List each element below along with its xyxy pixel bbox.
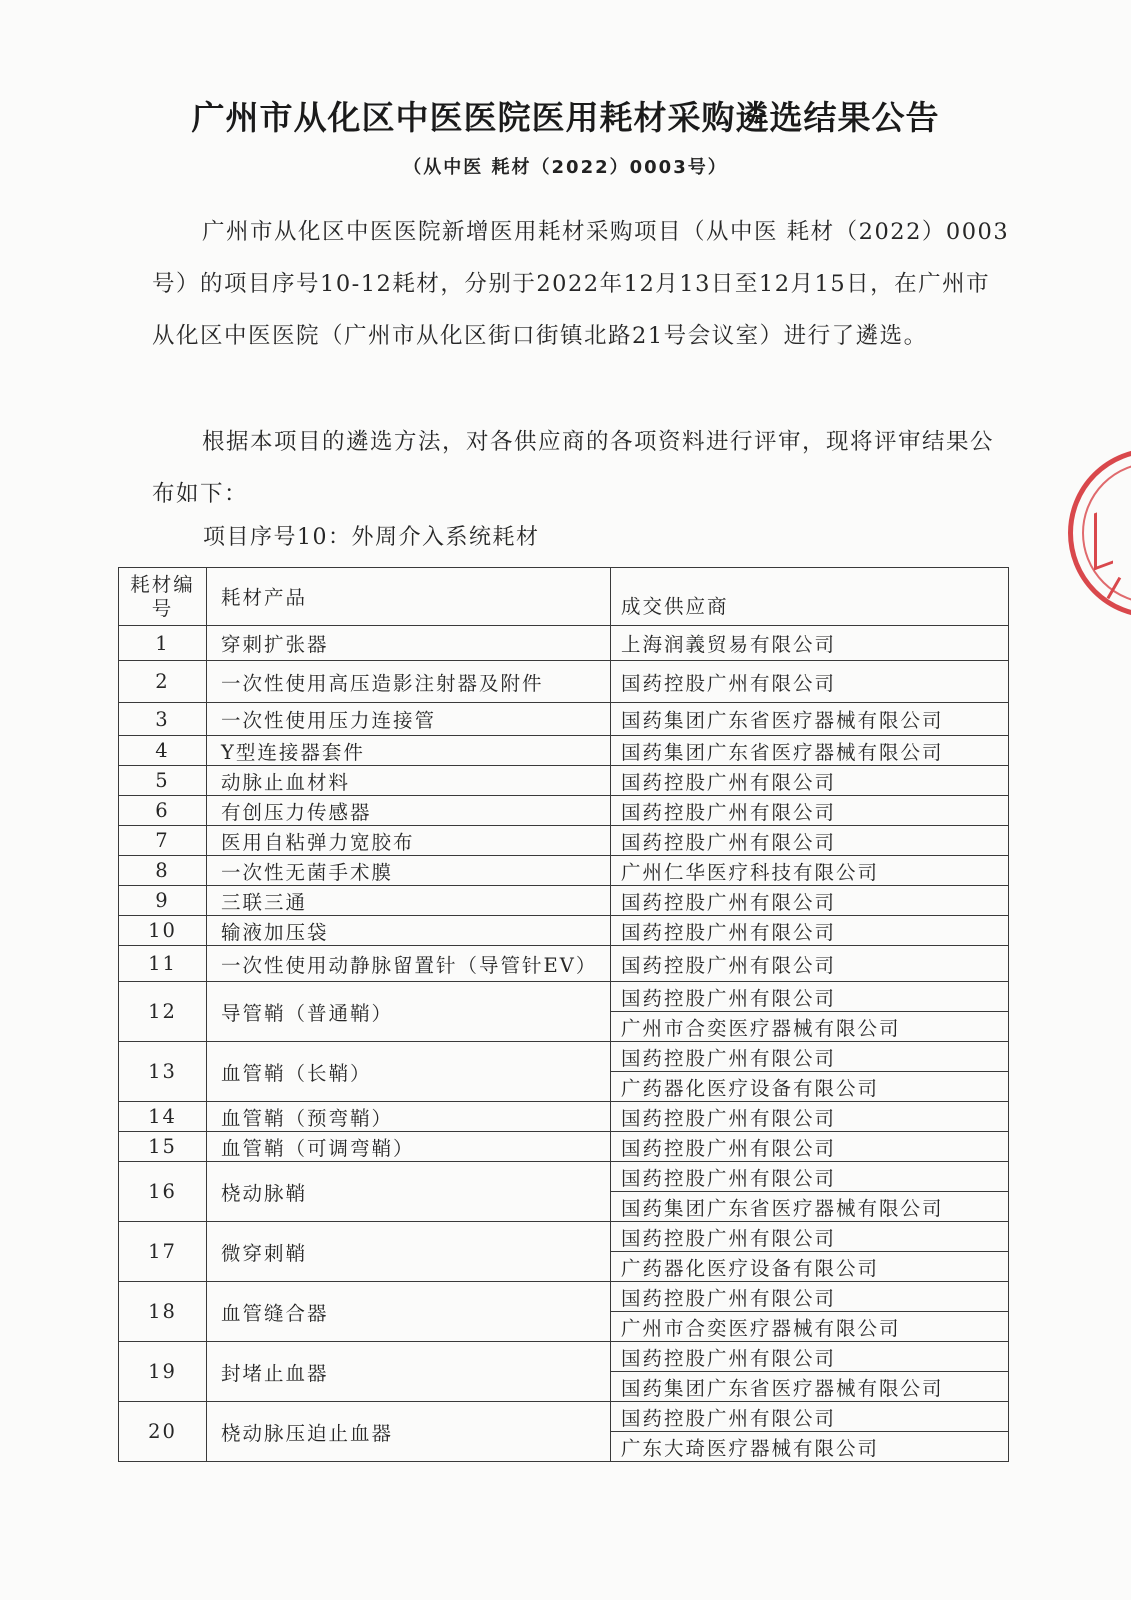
table-row: [119, 982, 1009, 1012]
item-product: 一次性无菌手术膜: [207, 856, 611, 886]
item-product: 动脉止血材料: [207, 766, 611, 796]
item-supplier: 国药控股广州有限公司: [611, 1162, 1009, 1192]
item-supplier: 国药控股广州有限公司: [611, 1042, 1009, 1072]
item-number: 5: [119, 766, 207, 796]
item-supplier: 广药器化医疗设备有限公司: [611, 1072, 1009, 1102]
item-supplier: 广州市合奕医疗器械有限公司: [611, 1012, 1009, 1042]
item-supplier: 国药控股广州有限公司: [611, 886, 1009, 916]
item-number: 18: [119, 1282, 207, 1342]
item-supplier: 广州仁华医疗科技有限公司: [611, 856, 1009, 886]
table-row: [119, 1132, 1009, 1162]
item-number: 6: [119, 796, 207, 826]
item-product: 三联三通: [207, 886, 611, 916]
item-product: 血管鞘（可调弯鞘）: [207, 1132, 611, 1162]
item-number: 4: [119, 736, 207, 766]
paragraph-result: 根据本项目的遴选方法，对各供应商的各项资料进行评审，现将评审结果公布如下：: [152, 429, 995, 507]
item-number: 2: [119, 661, 207, 703]
item-supplier: 国药控股广州有限公司: [611, 916, 1009, 946]
item-number: 10: [119, 916, 207, 946]
item-product: 输液加压袋: [207, 916, 611, 946]
item-product: 桡动脉压迫止血器: [207, 1402, 611, 1462]
item-number: 14: [119, 1102, 207, 1132]
item-supplier: 国药控股广州有限公司: [611, 1342, 1009, 1372]
item-supplier: 上海润義贸易有限公司: [611, 626, 1009, 661]
results-table: [118, 567, 1009, 1462]
table-row: [119, 1102, 1009, 1132]
item-product: 导管鞘（普通鞘）: [207, 982, 611, 1042]
paragraph-intro: 广州市从化区中医医院新增医用耗材采购项目（从中医 耗材（2022）0003号）的项目序号10-12耗材，分别于2022年12月13日至12月15日，在广州市从化区中医医院（广州市从化区街口街镇北路21号会议室）进行了遴选。: [152, 219, 1010, 349]
section-title: 项目序号10：外周介入系统耗材: [203, 525, 540, 550]
table-row: [119, 1222, 1009, 1252]
table-row: [119, 1342, 1009, 1372]
item-supplier: 国药控股广州有限公司: [611, 982, 1009, 1012]
item-number: 3: [119, 703, 207, 736]
table-row: [119, 826, 1009, 856]
item-product: 医用自粘弹力宽胶布: [207, 826, 611, 856]
item-number: 19: [119, 1342, 207, 1402]
item-product: 血管鞘（长鞘）: [207, 1042, 611, 1102]
item-number: 13: [119, 1042, 207, 1102]
item-number: 20: [119, 1402, 207, 1462]
table-row: [119, 1162, 1009, 1192]
table-row: [119, 1042, 1009, 1072]
table-row: [119, 856, 1009, 886]
item-supplier: 国药集团广东省医疗器械有限公司: [611, 736, 1009, 766]
table-row: [119, 916, 1009, 946]
item-product: 血管缝合器: [207, 1282, 611, 1342]
table-row: [119, 626, 1009, 661]
table-row: [119, 766, 1009, 796]
item-supplier: 国药控股广州有限公司: [611, 1102, 1009, 1132]
table-body: [119, 626, 1009, 1462]
item-supplier: 国药控股广州有限公司: [611, 796, 1009, 826]
item-supplier: 国药控股广州有限公司: [611, 1222, 1009, 1252]
header-number: 耗材编号: [119, 568, 207, 626]
item-supplier: 国药控股广州有限公司: [611, 826, 1009, 856]
item-product: 一次性使用压力连接管: [207, 703, 611, 736]
item-supplier: 国药集团广东省医疗器械有限公司: [611, 1372, 1009, 1402]
table-row: [119, 946, 1009, 982]
item-number: 1: [119, 626, 207, 661]
item-supplier: 广东大琦医疗器械有限公司: [611, 1432, 1009, 1462]
seal-glyph-fragment: [1094, 507, 1113, 571]
item-product: 一次性使用动静脉留置针（导管针EV）: [207, 946, 611, 982]
item-number: 17: [119, 1222, 207, 1282]
item-product: 穿刺扩张器: [207, 626, 611, 661]
item-supplier: 国药控股广州有限公司: [611, 946, 1009, 982]
item-supplier: 国药集团广东省医疗器械有限公司: [611, 1192, 1009, 1222]
item-product: 桡动脉鞘: [207, 1162, 611, 1222]
item-supplier: 国药控股广州有限公司: [611, 1282, 1009, 1312]
item-supplier: 国药控股广州有限公司: [611, 1132, 1009, 1162]
item-product: Y型连接器套件: [207, 736, 611, 766]
item-number: 15: [119, 1132, 207, 1162]
table-row: [119, 661, 1009, 703]
table-row: [119, 736, 1009, 766]
item-number: 8: [119, 856, 207, 886]
page-title: 广州市从化区中医医院医用耗材采购遴选结果公告: [191, 98, 940, 137]
item-supplier: 广药器化医疗设备有限公司: [611, 1252, 1009, 1282]
table-row: [119, 796, 1009, 826]
table-row: [119, 1282, 1009, 1312]
item-number: 7: [119, 826, 207, 856]
item-product: 有创压力传感器: [207, 796, 611, 826]
item-supplier: 国药控股广州有限公司: [611, 1402, 1009, 1432]
item-product: 一次性使用高压造影注射器及附件: [207, 661, 611, 703]
item-product: 封堵止血器: [207, 1342, 611, 1402]
item-product: 血管鞘（预弯鞘）: [207, 1102, 611, 1132]
item-number: 11: [119, 946, 207, 982]
table-row: [119, 1402, 1009, 1432]
item-supplier: 广州市合奕医疗器械有限公司: [611, 1312, 1009, 1342]
item-product: 微穿刺鞘: [207, 1222, 611, 1282]
table-row: [119, 703, 1009, 736]
header-product: 耗材产品: [207, 568, 611, 626]
item-supplier: 国药集团广东省医疗器械有限公司: [611, 703, 1009, 736]
document-number: （从中医 耗材（2022）0003号）: [403, 157, 728, 178]
item-number: 12: [119, 982, 207, 1042]
item-supplier: 国药控股广州有限公司: [611, 661, 1009, 703]
header-supplier: 成交供应商: [611, 568, 1009, 626]
table-header-row: [119, 568, 1009, 626]
item-number: 16: [119, 1162, 207, 1222]
item-supplier: 国药控股广州有限公司: [611, 766, 1009, 796]
table-row: [119, 886, 1009, 916]
item-number: 9: [119, 886, 207, 916]
